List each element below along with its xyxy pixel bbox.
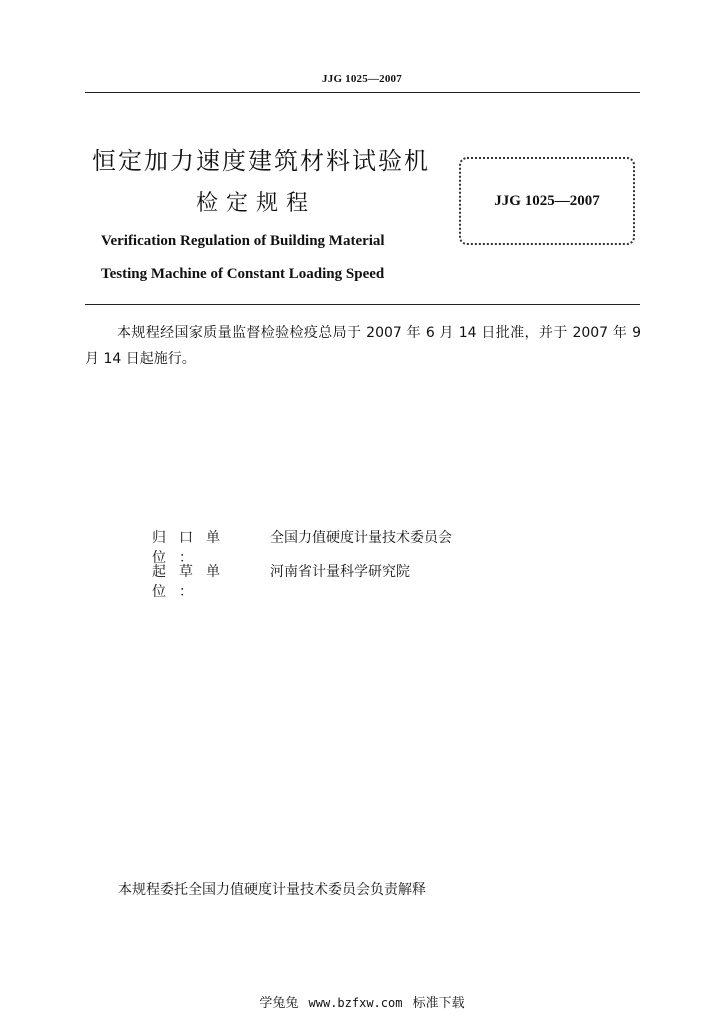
unit-value: 全国力值硬度计量技术委员会: [270, 530, 452, 546]
standard-code-text: JJG 1025—2007: [494, 192, 600, 209]
approval-paragraph: 本规程经国家质量监督检验检疫总局于 2007 年 6 月 14 日批准，并于 2007 年 9 月 14 日起施行。: [85, 325, 641, 367]
unit-label: 起草单位：: [152, 564, 233, 600]
header-standard-code: JJG 1025—2007: [322, 73, 402, 85]
title-english-line1: Verification Regulation of Building Material: [101, 233, 385, 249]
title-english-line2: Testing Machine of Constant Loading Speed: [101, 266, 385, 282]
footer-tagline: 标准下载: [412, 996, 465, 1011]
footer-site-name: 学兔兔: [259, 996, 299, 1011]
footer-url-link[interactable]: www.bzfxw.com: [308, 996, 403, 1010]
subtitle-chinese: 检定规程: [196, 191, 317, 216]
title-chinese: 恒定加力速度建筑材料试验机: [92, 147, 430, 175]
standard-code-box: [459, 157, 635, 245]
interpretation-note: 本规程委托全国力值硬度计量技术委员会负责解释: [118, 882, 426, 898]
unit-value: 河南省计量科学研究院: [270, 564, 410, 580]
middle-rule: [85, 304, 640, 305]
top-rule: [85, 92, 640, 93]
unit-label: 归口单位：: [152, 530, 233, 566]
unit-row-drafting: [152, 561, 410, 601]
footer-watermark: [0, 992, 724, 1011]
